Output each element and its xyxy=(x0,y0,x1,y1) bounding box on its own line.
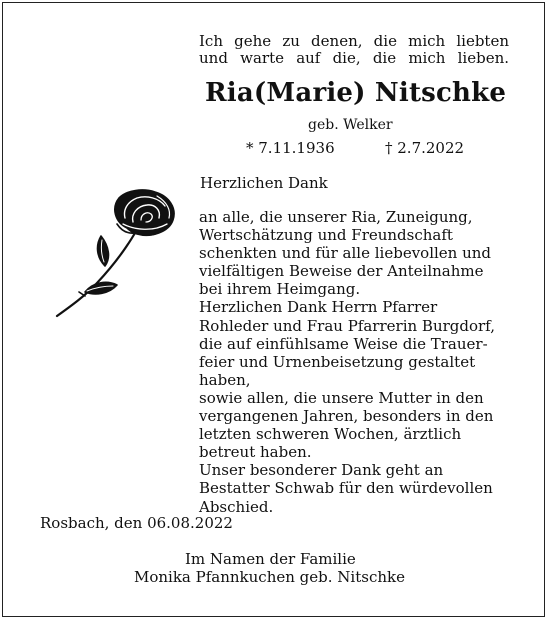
rose-icon xyxy=(45,188,185,338)
memorial-quote xyxy=(199,33,509,68)
body-line: vielfältigen Beweise der Anteilnahme xyxy=(199,262,484,281)
signature-line-2: Monika Pfannkuchen geb. Nitschke xyxy=(134,568,405,586)
greeting: Herzlichen Dank xyxy=(200,174,328,192)
body-line: schenkten und für alle liebevollen und xyxy=(199,244,492,263)
body-line: Rohleder und Frau Pfarrerin Burgdorf, xyxy=(199,316,495,335)
thanks-body xyxy=(199,209,495,517)
body-line: Abschied. xyxy=(199,497,274,516)
body-line: Wertschätzung und Freundschaft xyxy=(199,226,453,245)
birth-date: * 7.11.1936 xyxy=(246,139,335,157)
body-line: feier und Urnenbeisetzung gestaltet xyxy=(199,352,476,371)
maiden-name: geb. Welker xyxy=(308,117,393,133)
signature-line-1: Im Namen der Familie xyxy=(185,550,356,568)
body-line: letzten schweren Wochen, ärztlich xyxy=(199,425,462,444)
death-date: † 2.7.2022 xyxy=(385,139,465,157)
quote-line-1: Ich gehe zu denen, die mich liebten xyxy=(199,32,509,50)
body-line: bei ihrem Heimgang. xyxy=(199,280,361,299)
deceased-name: Ria(Marie) Nitschke xyxy=(205,78,507,108)
body-line: an alle, die unserer Ria, Zuneigung, xyxy=(199,208,473,226)
body-line: sowie allen, die unsere Mutter in den xyxy=(199,388,484,407)
body-line: Unser besonderer Dank geht an xyxy=(199,461,444,480)
place-and-date: Rosbach, den 06.08.2022 xyxy=(40,514,233,532)
body-line: betreut haben. xyxy=(199,443,312,462)
body-line: die auf einfühlsame Weise die Trauer- xyxy=(199,334,488,353)
body-line: vergangenen Jahren, besonders in den xyxy=(199,407,494,426)
quote-line-2: und warte auf die, die mich lieben. xyxy=(199,49,509,68)
body-line: haben, xyxy=(199,370,251,389)
body-line: Herzlichen Dank Herrn Pfarrer xyxy=(199,298,438,317)
body-line: Bestatter Schwab für den würdevollen xyxy=(199,479,493,498)
